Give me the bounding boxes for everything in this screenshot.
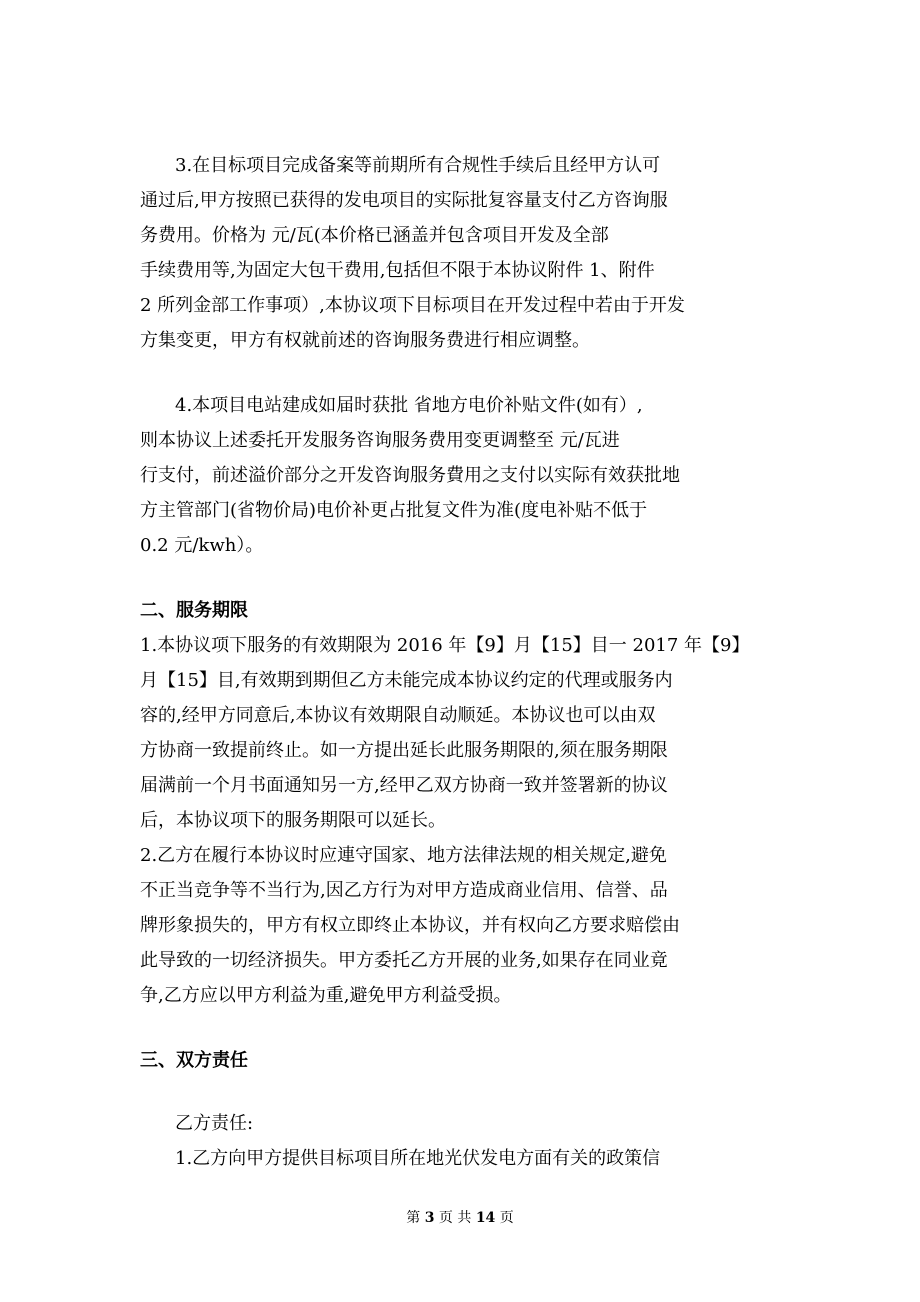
section2-line-9: 牌形象损失的，甲方有权立即终止本协议，并有权向乙方要求赔偿由: [140, 915, 680, 936]
section2-line-8: 不正当竞争等不当行为,因乙方行为对甲方造成商业信用、信誉、品: [140, 880, 668, 901]
page-footer: [0, 1208, 920, 1228]
para4-line-1: 4.本项目电站建成如届时获批 省地方电价补贴文件(如有）,: [175, 395, 643, 416]
section2-line-5: 届满前一个月书面通知另一方,经甲乙双方协商一致并签署新的协议: [140, 775, 668, 796]
para3-line-1: 3.在目标项目完成备案等前期所有合规性手续后且经甲方认可: [175, 155, 661, 176]
footer-suffix: 页: [499, 1210, 514, 1226]
footer-current-page: 3: [424, 1210, 435, 1226]
section2-line-11: 争,乙方应以甲方利益为重,避免甲方利益受损。: [140, 985, 512, 1006]
section3-line-1: 1.乙方向甲方提供目标项目所在地光伏发电方面有关的政策信: [175, 1148, 661, 1169]
footer-total-pages: 14: [475, 1210, 496, 1226]
para3-line-4: 手续费用等,为固定大包干费用,包括但不限于本协议附件 1、附件: [140, 260, 655, 281]
section2-heading: 二、服务期限: [140, 600, 248, 621]
section2-line-7: 2.乙方在履行本协议时应連守国家、地方法律法规的相关规定,避免: [140, 845, 667, 866]
section2-line-3: 容的,经甲方同意后,本协议有效期限自动顺延。本协议也可以由双: [140, 705, 656, 726]
para3-line-5: 2 所列金部工作事项）,本协议项下目标项目在开发过程中若由于开发: [140, 295, 685, 316]
para3-line-3: 务费用。价格为 元/瓦(本价格已涵盖并包含项目开发及全部: [140, 225, 609, 246]
footer-prefix: 第: [406, 1210, 421, 1226]
section2-line-10: 此导致的一切经济损失。甲方委托乙方开展的业务,如果存在同业竟: [140, 950, 668, 971]
para4-line-3: 行支付，前述溢价部分之开发咨询服务費用之支付以实际有效获批地: [140, 465, 680, 486]
para4-line-5: 0.2 元/kwh）。: [140, 535, 264, 556]
section2-line-6: 后，本协议项下的服务期限可以延长。: [140, 810, 446, 831]
section2-line-1: 1.本协议项下服务的有效期限为 2016 年【9】月【15】目一 2017 年【9】: [140, 635, 750, 656]
para4-line-4: 方主管部门(省物价局)电价补更占批复文件为准(度电补贴不低于: [140, 500, 648, 521]
section2-line-4: 方协商一致提前终止。如一方提出延长此服务期限的,须在服务期限: [140, 740, 668, 761]
para3-line-6: 方集变更，甲方有权就前述的咨询服务费进行相应调整。: [140, 330, 590, 351]
section3-subheading: 乙方责任:: [175, 1113, 254, 1134]
section3-heading: 三、双方责任: [140, 1050, 248, 1071]
para3-line-2: 通过后,甲方按照已获得的发电项目的实际批复容量支付乙方咨询服: [140, 190, 668, 211]
footer-middle: 页 共: [438, 1210, 472, 1226]
section2-line-2: 月【15】目,有效期到期但乙方未能完成本协议约定的代理或服务内: [140, 670, 673, 691]
para4-line-2: 则本协议上述委托开发服务咨询服务费用变更调整至 元/瓦进: [140, 430, 620, 451]
